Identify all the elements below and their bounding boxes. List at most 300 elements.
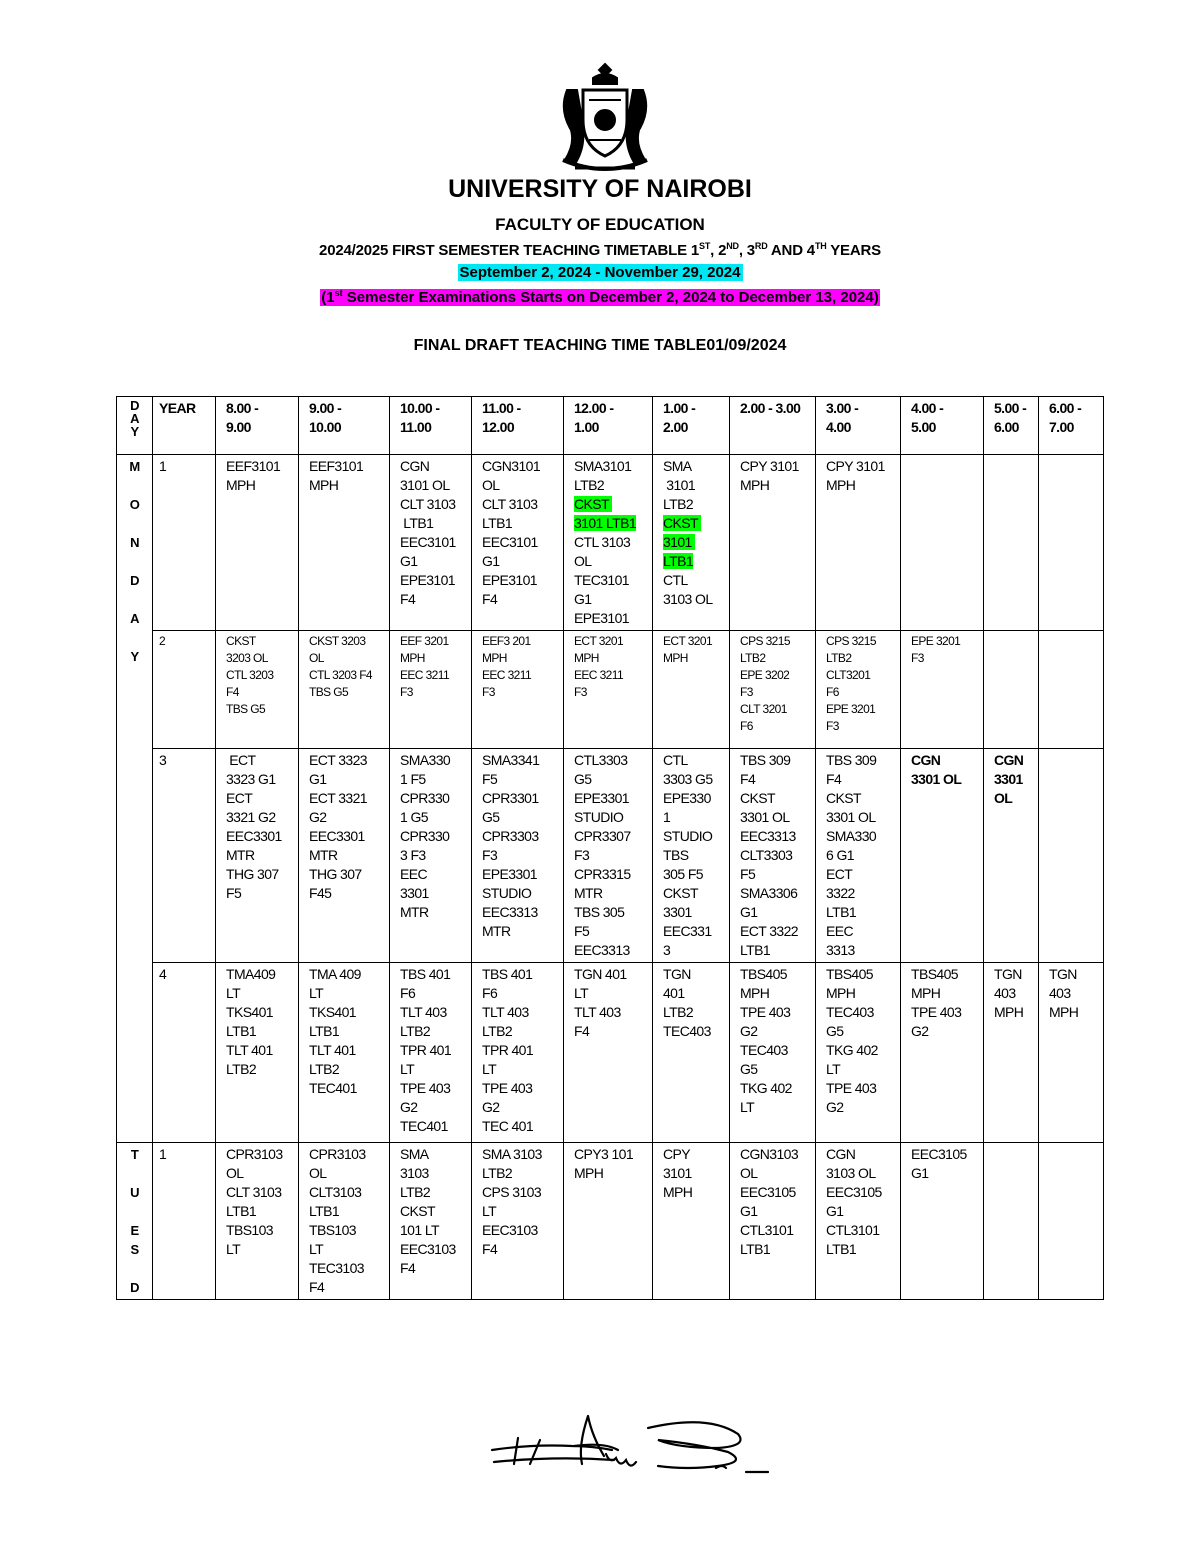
cell-line: 1 [159, 1146, 167, 1162]
timetable-table [116, 396, 1104, 1300]
cell-line: EEC3301 [309, 828, 365, 844]
cell-line: MPH [663, 651, 688, 665]
cell-line: F4 [309, 1279, 325, 1295]
cell-line: TPE 403 [482, 1080, 533, 1096]
cell-line: 403 [994, 985, 1016, 1001]
course-cell [653, 1143, 730, 1300]
cell-line: TPR 401 [482, 1042, 534, 1058]
cell-line: 401 [663, 985, 685, 1001]
cell-line: TKG 402 [826, 1042, 878, 1058]
cell-line: 3301 OL [740, 809, 790, 825]
cell-line: 3 [159, 752, 167, 768]
course-cell [299, 1143, 390, 1300]
cell-line: 3 [663, 942, 671, 958]
cell-line: 3101 OL [400, 477, 450, 493]
cell-line: D [130, 1280, 139, 1295]
cell-line: OL [226, 1165, 244, 1181]
cell-line: LTB1 [482, 515, 513, 531]
course-cell [1039, 963, 1104, 1143]
cell-line: 3101 [663, 477, 696, 493]
cell-line: CTL 3203 [226, 668, 274, 682]
cell-line: ECT [226, 790, 253, 806]
cell-line: CLT3303 [740, 847, 793, 863]
cell-line: OL [309, 1165, 327, 1181]
cell-line: MPH [574, 651, 599, 665]
course-cell [984, 455, 1039, 631]
cell-line [117, 628, 152, 647]
cell-line: EEC [826, 923, 853, 939]
course-cell [730, 1143, 816, 1300]
cell-line [117, 590, 152, 609]
cell-line: 10.00 - [400, 400, 440, 416]
cell-line: TBS G5 [309, 685, 349, 699]
cell-line: TBS405 [826, 966, 873, 982]
course-cell [472, 631, 564, 749]
cell-line: 4.00 - [911, 400, 944, 416]
cell-line: TEC403 [740, 1042, 788, 1058]
cell-line: TBS 309 [740, 752, 791, 768]
cell-line: 3103 OL [663, 591, 713, 607]
cell-line: TLT 403 [574, 1004, 621, 1020]
cell-line: CPR3301 [482, 790, 539, 806]
signature [488, 1410, 788, 1490]
cell-line: LT [574, 985, 589, 1001]
cell-line: 3103 OL [826, 1165, 876, 1181]
cell-line: LT [482, 1203, 497, 1219]
cell-line: 3322 [826, 885, 855, 901]
cell-line: F4 [482, 591, 498, 607]
cell-line: ECT 3323 [309, 752, 367, 768]
university-title: UNIVERSITY OF NAIROBI [448, 175, 752, 203]
course-cell [653, 749, 730, 963]
time-slot-header [730, 397, 816, 455]
course-cell [299, 631, 390, 749]
cell-line: CPS 3215 [826, 634, 876, 648]
cell-line: EEC3105 [740, 1184, 796, 1200]
cell-line: G2 [400, 1099, 418, 1115]
cell-line: 5.00 [911, 419, 936, 435]
cell-line: G5 [482, 809, 500, 825]
cell-line: EEC3103 [482, 1222, 538, 1238]
cell-line: CLT3103 [309, 1184, 362, 1200]
cell-line: EPE 3201 [911, 634, 961, 648]
cell-line: TBS405 [740, 966, 787, 982]
cell-line: CPR3315 [574, 866, 631, 882]
cell-line: LTB2 [482, 1165, 513, 1181]
course-cell [984, 749, 1039, 963]
cell-line: LT [226, 985, 241, 1001]
cell-line: SMA [663, 458, 692, 474]
cell-line [117, 1164, 152, 1183]
cell-line: THG 307 [309, 866, 362, 882]
cell-line: 3.00 - [826, 400, 859, 416]
cell-line: SMA3341 [482, 752, 540, 768]
year-cell [153, 749, 216, 963]
cell-line: EEC3313 [574, 942, 630, 958]
cell-line: 1 F5 [400, 771, 426, 787]
course-cell [472, 1143, 564, 1300]
cell-line: MPH [826, 985, 856, 1001]
course-cell [299, 455, 390, 631]
cell-line: CPR330 [400, 828, 450, 844]
course-cell [984, 963, 1039, 1143]
cell-line: G5 [826, 1023, 844, 1039]
cell-line [117, 1259, 152, 1278]
course-cell [1039, 455, 1104, 631]
cell-line: TGN [994, 966, 1022, 982]
cell-line: Y [130, 649, 139, 664]
course-cell [390, 749, 472, 963]
cell-line: MPH [400, 651, 425, 665]
cell-line: LTB1 [226, 1203, 257, 1219]
cell-line: 11.00 - [482, 400, 521, 416]
course-cell [901, 1143, 984, 1300]
cell-line: 3301 [400, 885, 429, 901]
course-cell [901, 963, 984, 1143]
cell-line: EEC3313 [482, 904, 538, 920]
cell-line: LTB1 [826, 1241, 857, 1257]
cell-line: TBS103 [309, 1222, 356, 1238]
cell-line: TPR 401 [400, 1042, 452, 1058]
cell-line: F4 [826, 771, 842, 787]
course-cell [653, 455, 730, 631]
cell-line: CPR3103 [226, 1146, 283, 1162]
highlighted-course: 3101 LTB1 [574, 515, 637, 531]
cell-line: TLT 401 [309, 1042, 356, 1058]
cell-line: MTR [400, 904, 429, 920]
cell-line: TGN [663, 966, 691, 982]
course-cell [653, 631, 730, 749]
cell-line: G1 [826, 1203, 844, 1219]
cell-line: LTB2 [574, 477, 605, 493]
course-cell [472, 963, 564, 1143]
cell-line: EEC3301 [226, 828, 282, 844]
cell-line: EPE 3202 [740, 668, 790, 682]
time-slot-header [216, 397, 299, 455]
cell-line: 3103 [400, 1165, 429, 1181]
cell-line [994, 457, 1034, 476]
cell-line: CGN3103 [740, 1146, 799, 1162]
cell-line: LTB2 [226, 1061, 257, 1077]
monday-year-1-row [117, 455, 1104, 631]
cell-line: LTB1 [400, 515, 434, 531]
time-slot-header [816, 397, 901, 455]
cell-line: CLT3201 [826, 668, 871, 682]
cell-line: MTR [226, 847, 255, 863]
cell-line: TEC 401 [482, 1118, 534, 1134]
tuesday-year-1-row [117, 1143, 1104, 1300]
cell-line: LT [309, 985, 324, 1001]
cell-line: CGN [911, 752, 941, 768]
cell-line: 12.00 [482, 419, 515, 435]
cell-line: TGN 401 [574, 966, 627, 982]
course-cell [216, 455, 299, 631]
cell-line: TPE 403 [400, 1080, 451, 1096]
cell-line: G1 [400, 553, 418, 569]
cell-line: MPH [1049, 1004, 1079, 1020]
cell-line: MPH [826, 477, 856, 493]
cell-line: CPY3 101 [574, 1146, 634, 1162]
cell-line: G1 [740, 904, 758, 920]
cell-line: EEF3 201 [482, 634, 531, 648]
cell-line: CTL [663, 752, 688, 768]
cell-line [663, 514, 725, 533]
cell-line: TBS 401 [400, 966, 451, 982]
course-cell [390, 631, 472, 749]
cell-line: 6 G1 [826, 847, 854, 863]
cell-line: STUDIO [663, 828, 713, 844]
cell-line [1049, 1145, 1099, 1164]
cell-line: SMA 3103 [482, 1146, 542, 1162]
cell-line [574, 514, 648, 533]
cell-line: TLT 403 [400, 1004, 447, 1020]
cell-line: CKST [663, 885, 698, 901]
cell-line: 1.00 - [663, 400, 696, 416]
cell-line: F6 [400, 985, 416, 1001]
cell-line: O [129, 497, 140, 512]
cell-line: EPE3101 [574, 610, 629, 626]
cell-line: ECT 3321 [309, 790, 367, 806]
cell-line: 5.00 - [994, 400, 1027, 416]
cell-line: TEC403 [663, 1023, 711, 1039]
cell-line: 3301 OL [911, 771, 962, 787]
cell-line: TBS103 [226, 1222, 273, 1238]
cell-line: F3 [482, 847, 498, 863]
cell-line [117, 476, 152, 495]
cell-line: G2 [309, 809, 327, 825]
cell-line: EEC3105 [826, 1184, 882, 1200]
time-slot-header [564, 397, 653, 455]
cell-line: TKS401 [309, 1004, 356, 1020]
cell-line: CPR3307 [574, 828, 631, 844]
course-cell [1039, 631, 1104, 749]
cell-line: 3203 OL [226, 651, 268, 665]
cell-line: G1 [911, 1165, 929, 1181]
cell-line: CPY 3101 [740, 458, 799, 474]
cell-line: EPE3101 [400, 572, 455, 588]
cell-line: CKST 3203 [309, 634, 366, 648]
cell-line: EEC3105 [911, 1146, 967, 1162]
cell-line: F4 [400, 1260, 416, 1276]
day-header [117, 397, 153, 455]
cell-line: MTR [574, 885, 603, 901]
cell-line: LT [226, 1241, 241, 1257]
cell-line: CKST [400, 1203, 435, 1219]
cell-line: CGN [994, 752, 1024, 768]
semester-dates: September 2, 2024 - November 29, 2024 [459, 264, 741, 281]
cell-line: EEC 3211 [482, 668, 532, 682]
year-cell [153, 455, 216, 631]
cell-line: 6.00 [994, 419, 1019, 435]
cell-line: 3301 [994, 771, 1023, 787]
cell-line: SMA3306 [740, 885, 798, 901]
cell-line: Y [130, 424, 139, 439]
course-cell [901, 455, 984, 631]
cell-line: TEC3103 [309, 1260, 364, 1276]
cell-line: 4 [159, 966, 167, 982]
cell-line: U [130, 1185, 139, 1200]
cell-line: F5 [574, 923, 590, 939]
cell-line: G1 [309, 771, 327, 787]
cell-line: CLT 3103 [400, 496, 456, 512]
highlighted-course: 3101 [663, 534, 696, 550]
cell-line: STUDIO [482, 885, 532, 901]
timetable-title: 2024/2025 FIRST SEMESTER TEACHING TIMETABLE 1ST, 2ND, 3RD AND 4TH YEARS [319, 241, 881, 259]
cell-line: G5 [574, 771, 592, 787]
course-cell [299, 963, 390, 1143]
cell-line [117, 552, 152, 571]
course-cell [472, 455, 564, 631]
course-cell [216, 631, 299, 749]
cell-line: CGN3101 [482, 458, 541, 474]
time-slot-header [901, 397, 984, 455]
cell-line: MPH [574, 1165, 604, 1181]
cell-line: 4.00 [826, 419, 851, 435]
cell-line: CKST [740, 790, 775, 806]
cell-line [1049, 633, 1099, 650]
cell-line: D [130, 573, 139, 588]
cell-line: F4 [400, 591, 416, 607]
course-cell [984, 631, 1039, 749]
cell-line: F3 [574, 847, 590, 863]
course-cell [730, 631, 816, 749]
cell-line: MPH [740, 985, 770, 1001]
cell-line: LTB2 [309, 1061, 340, 1077]
cell-line: MPH [482, 651, 507, 665]
cell-line: 11.00 [400, 419, 432, 435]
cell-line: CPR3103 [309, 1146, 366, 1162]
course-cell [816, 1143, 901, 1300]
cell-line: F6 [482, 985, 498, 1001]
course-cell [816, 963, 901, 1143]
cell-line: TPE 403 [826, 1080, 877, 1096]
course-cell [901, 631, 984, 749]
cell-line: OL [740, 1165, 758, 1181]
cell-line: 9.00 - [309, 400, 342, 416]
cell-line: ECT [826, 866, 853, 882]
cell-line: CPY 3101 [826, 458, 885, 474]
cell-line: G1 [740, 1203, 758, 1219]
draft-title: FINAL DRAFT TEACHING TIME TABLE01/09/2024 [413, 337, 787, 354]
cell-line: TLT 401 [226, 1042, 273, 1058]
cell-line: CLT 3103 [226, 1184, 282, 1200]
cell-line: SMA3101 [574, 458, 632, 474]
monday-year-2-row [117, 631, 1104, 749]
course-cell [730, 749, 816, 963]
cell-line: TEC403 [826, 1004, 874, 1020]
cell-line: 3301 [663, 904, 692, 920]
cell-line: EPE3301 [482, 866, 537, 882]
time-slot-header [653, 397, 730, 455]
cell-line: MTR [309, 847, 338, 863]
cell-line: TMA409 [226, 966, 276, 982]
cell-line: YEAR [159, 400, 196, 416]
cell-line: LT [740, 1099, 755, 1115]
time-slot-header [1039, 397, 1104, 455]
cell-line: CLT 3103 [482, 496, 538, 512]
cell-line: 3321 G2 [226, 809, 276, 825]
cell-line: TBS 401 [482, 966, 533, 982]
cell-line: TBS G5 [226, 702, 266, 716]
cell-line: LTB2 [482, 1023, 513, 1039]
cell-line: F3 [400, 685, 413, 699]
course-cell [1039, 1143, 1104, 1300]
cell-line: F3 [482, 685, 495, 699]
cell-line: 2.00 [663, 419, 688, 435]
course-cell [816, 631, 901, 749]
cell-line: E [130, 1223, 139, 1238]
faculty-title: FACULTY OF EDUCATION [495, 215, 705, 234]
cell-line: TMA 409 [309, 966, 361, 982]
course-cell [390, 1143, 472, 1300]
highlighted-course: CKST [574, 496, 612, 512]
course-cell [564, 455, 653, 631]
course-cell [216, 749, 299, 963]
cell-line: EEC3101 [482, 534, 538, 550]
cell-line: CPR330 [400, 790, 450, 806]
highlighted-course: LTB1 [663, 553, 694, 569]
course-cell [564, 1143, 653, 1300]
course-cell [1039, 749, 1104, 963]
cell-line: 3313 [826, 942, 855, 958]
tuesday-day-label [117, 1143, 153, 1300]
course-cell [472, 749, 564, 963]
cell-line: LTB1 [309, 1203, 340, 1219]
cell-line: MPH [309, 477, 339, 493]
cell-line: CTL 3203 F4 [309, 668, 372, 682]
cell-line: F5 [482, 771, 498, 787]
course-cell [984, 1143, 1039, 1300]
cell-line: 12.00 - [574, 400, 614, 416]
cell-line: T [130, 1147, 139, 1162]
time-slot-header [472, 397, 564, 455]
cell-line: EPE330 [663, 790, 711, 806]
cell-line: OL [309, 651, 324, 665]
cell-line: 3101 [663, 1165, 692, 1181]
cell-line: 1 G5 [400, 809, 428, 825]
cell-line: THG 307 [226, 866, 279, 882]
cell-line: CGN [400, 458, 430, 474]
cell-line: 101 LT [400, 1222, 439, 1238]
cell-line: 7.00 [1049, 419, 1074, 435]
course-cell [816, 749, 901, 963]
cell-line: EEC3313 [740, 828, 796, 844]
cell-line: S [130, 1242, 139, 1257]
cell-line: TPE 403 [911, 1004, 962, 1020]
cell-line: SMA330 [400, 752, 451, 768]
course-cell [564, 963, 653, 1143]
cell-line: CPY [663, 1146, 690, 1162]
cell-line: EEC3101 [400, 534, 456, 550]
cell-line [663, 533, 725, 552]
cell-line: CPS 3103 [482, 1184, 542, 1200]
course-cell [390, 455, 472, 631]
cell-line: EPE3301 [574, 790, 629, 806]
cell-line: EEC [400, 866, 427, 882]
cell-line: TBS405 [911, 966, 958, 982]
cell-line: MPH [740, 477, 770, 493]
cell-line: LTB1 [826, 904, 857, 920]
cell-line: F5 [740, 866, 756, 882]
cell-line: LTB1 [740, 1241, 771, 1257]
cell-line: F3 [826, 719, 839, 733]
cell-line: G1 [574, 591, 592, 607]
cell-line: G2 [740, 1023, 758, 1039]
cell-line [117, 1202, 152, 1221]
cell-line: TLT 403 [482, 1004, 529, 1020]
cell-line [994, 1145, 1034, 1164]
cell-line: MPH [663, 1184, 693, 1200]
